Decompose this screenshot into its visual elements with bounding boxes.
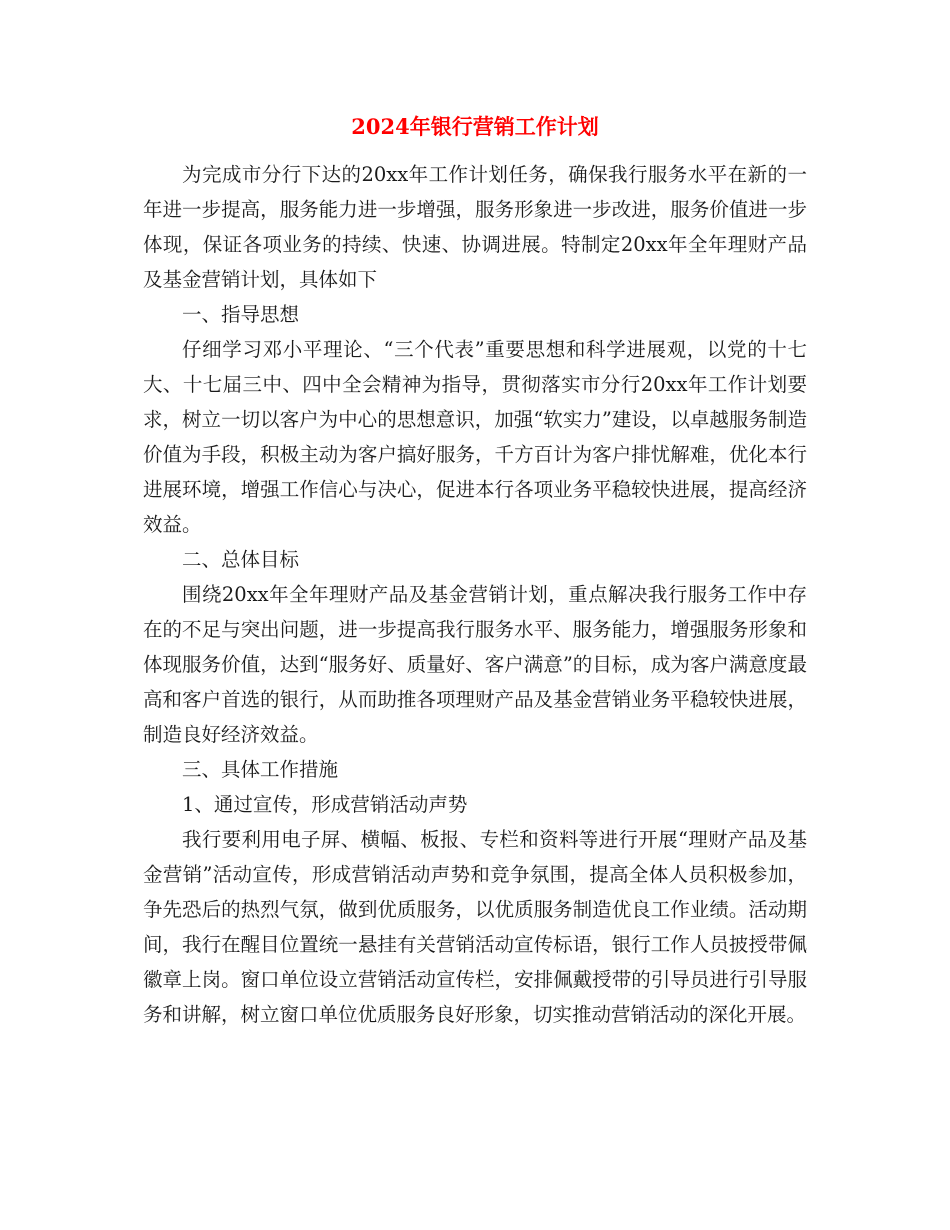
heading-specific-measures: 三、具体工作措施: [182, 758, 339, 781]
paragraph-guiding-ideology: 仔细学习邓小平理论、“三个代表”重要思想和科学进展观，以党的十七大、十七届三中、四中全会精神为指导，贯彻落实市分行20xx年工作计划要求，树立一切以客户为中心的思想意识，加强“软实力”建设，以卓越服务制造价值为手段，积极主动为客户搞好服务，千方百计为客户排忧解难，优化本行进展环境，增强工作信心与决心，促进本行各项业务平稳较快进展，提高经济效益。: [143, 338, 807, 536]
paragraph-overall-goal: 围绕20xx年全年理财产品及基金营销计划，重点解决我行服务工作中存在的不足与突出问题，进一步提高我行服务水平、服务能力，增强服务形象和体现服务价值，达到“服务好、质量好、客户满意”的目标，成为客户满意度最高和客户首选的银行，从而助推各项理财产品及基金营销业务平稳较快进展，制造良好经济效益。: [143, 583, 807, 746]
document-body: [143, 157, 807, 1032]
paragraph-intro: 为完成市分行下达的20xx年工作计划任务，确保我行服务水平在新的一年进一步提高，服务能力进一步增强，服务形象进一步改进，服务价值进一步体现，保证各项业务的持续、快速、协调进展。特制定20xx年全年理财产品及基金营销计划，具体如下: [143, 163, 807, 291]
heading-overall-goal: 二、总体目标: [182, 548, 300, 571]
heading-guiding-ideology: 一、指导思想: [182, 303, 300, 326]
document-title: 2024年银行营销工作计划: [351, 114, 599, 139]
subheading-publicity: 1、通过宣传，形成营销活动声势: [182, 793, 468, 816]
paragraph-publicity: 我行要利用电子屏、横幅、板报、专栏和资料等进行开展“理财产品及基金营销”活动宣传，形成营销活动声势和竞争氛围，提高全体人员积极参加，争先恐后的热烈气氛，做到优质服务，以优质服务制造优良工作业绩。活动期间，我行在醒目位置统一悬挂有关营销活动宣传标语，银行工作人员披授带佩徽章上岗。窗口单位设立营销活动宣传栏，安排佩戴授带的引导员进行引导服务和讲解，树立窗口单位优质服务良好形象，切实推动营销活动的深化开展。: [143, 828, 807, 1026]
